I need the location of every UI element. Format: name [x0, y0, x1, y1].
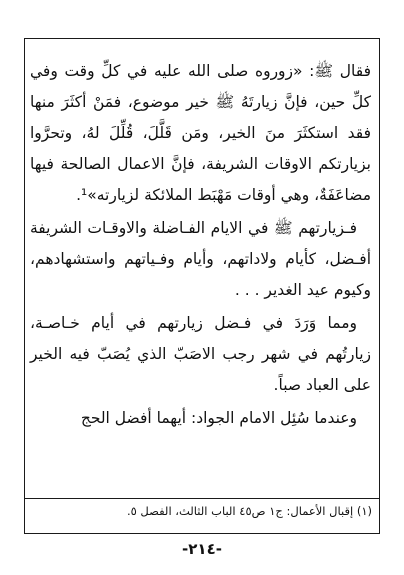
footnote-divider [24, 498, 380, 499]
paragraph-3: ومما وَرَدَ في فـضل زيارتهم في أيام خـاصـة، زيارتُهم في شهر رجب الاصَبّ الذي يُصَبّ فيه الخير على العباد صباً. [30, 314, 371, 394]
footnote: (١) إقبال الأعمال: ج١ ص٤٥ الباب الثالث، الفصل ٥. [126, 504, 372, 518]
page-number: -٢١٤- [182, 540, 222, 558]
paragraph-2: فـزيارتهم ﷺ في الايام الفـاضلة والاوقـات الشريفة أفـضل، كأيام ولاداتهم، وأيام وفـياتهم واستشهادهم، وكيوم عيد الغدير . . . [30, 219, 371, 299]
paragraph-4: وعندما سُئِل الامام الجواد: أيهما أفضل الحج [80, 409, 357, 427]
main-text [30, 56, 371, 434]
paragraph-1: فقال ﷺ: «زوروه صلى الله عليه في كلِّ وقت وفي كلِّ حين، فإنَّ زيارتَهُ ﷺ خير موضوع، فمَنْ أكثَرَ منها فقد استكثَرَ منَ الخير، ومَن قَلَّلَ، قُلِّلَ لهُ، وتحرَّوا بزيارتكم الاوقات الشريفة، فإنَّ الاعمال الصالحة فيها مضاعَفَةٌ، وهي أوقات مَهْبَط الملائكة لزيارته»¹. [30, 62, 371, 204]
